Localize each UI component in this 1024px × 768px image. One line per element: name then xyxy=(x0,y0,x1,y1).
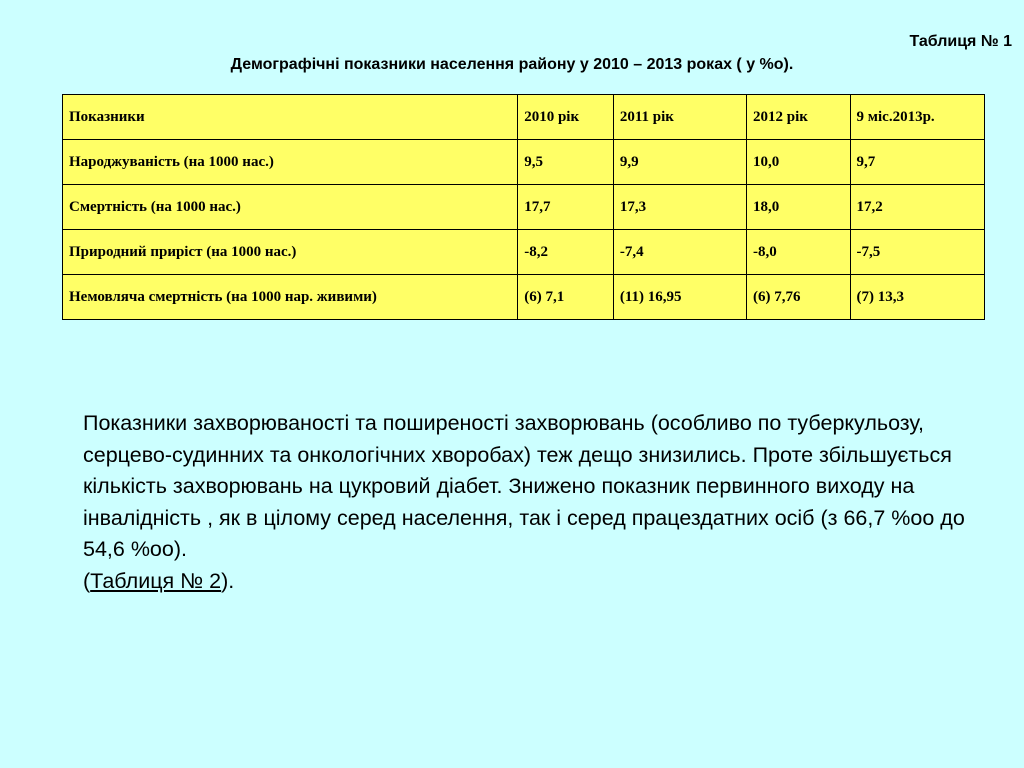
row-label-birth-rate: Народжуваність (на 1000 нас.) xyxy=(63,140,518,185)
header-cell-indicators: Показники xyxy=(63,95,518,140)
table-header-row xyxy=(63,95,985,140)
table-cell: 9,9 xyxy=(613,140,746,185)
row-label-natural-growth: Природний приріст (на 1000 нас.) xyxy=(63,230,518,275)
table-cell: -8,0 xyxy=(747,230,851,275)
table-cell: (6) 7,1 xyxy=(518,275,614,320)
table-number-label: Таблиця № 1 xyxy=(909,33,1012,50)
table-cell: 9,5 xyxy=(518,140,614,185)
table-row xyxy=(63,185,985,230)
row-label-infant-mortality: Немовляча смертність (на 1000 нар. живими) xyxy=(63,275,518,320)
table-cell: (6) 7,76 xyxy=(747,275,851,320)
header-cell-2011: 2011 рік xyxy=(613,95,746,140)
table-row xyxy=(63,140,985,185)
table-cell: 9,7 xyxy=(850,140,984,185)
paragraph-text: Показники захворюваності та поширеності захворювань (особливо по туберкульозу, серцево-судинних та онкологічних хворобах) теж дещо знизились. Проте збільшується кількість захворювань на цукровий діабет. Знижено показник первинного виходу на інвалідність , як в цілому серед населення, так і серед працездатних осіб (з 66,7 %оо до 54,6 %оо). xyxy=(83,411,965,561)
body-paragraph xyxy=(83,408,983,597)
table-row xyxy=(63,275,985,320)
table-cell: -8,2 xyxy=(518,230,614,275)
row-label-mortality: Смертність (на 1000 нас.) xyxy=(63,185,518,230)
table-caption: Демографічні показники населення району у 2010 – 2013 роках ( у %о). xyxy=(230,56,794,73)
link-close-paren: ). xyxy=(221,568,235,593)
table-cell: 18,0 xyxy=(747,185,851,230)
table-cell: -7,5 xyxy=(850,230,984,275)
demographics-table xyxy=(62,94,985,320)
table-cell: 17,3 xyxy=(613,185,746,230)
header-cell-2012: 2012 рік xyxy=(747,95,851,140)
table-row xyxy=(63,230,985,275)
table-cell: 10,0 xyxy=(747,140,851,185)
link-open-paren: ( xyxy=(83,568,91,593)
table-cell: (7) 13,3 xyxy=(850,275,984,320)
table-cell: (11) 16,95 xyxy=(613,275,746,320)
table-cell: -7,4 xyxy=(613,230,746,275)
header-cell-2013-9-months: 9 міс.2013р. xyxy=(850,95,984,140)
table-2-link[interactable]: Таблиця № 2 xyxy=(90,568,222,593)
table-cell: 17,2 xyxy=(850,185,984,230)
header-cell-2010: 2010 рік xyxy=(518,95,614,140)
table-cell: 17,7 xyxy=(518,185,614,230)
